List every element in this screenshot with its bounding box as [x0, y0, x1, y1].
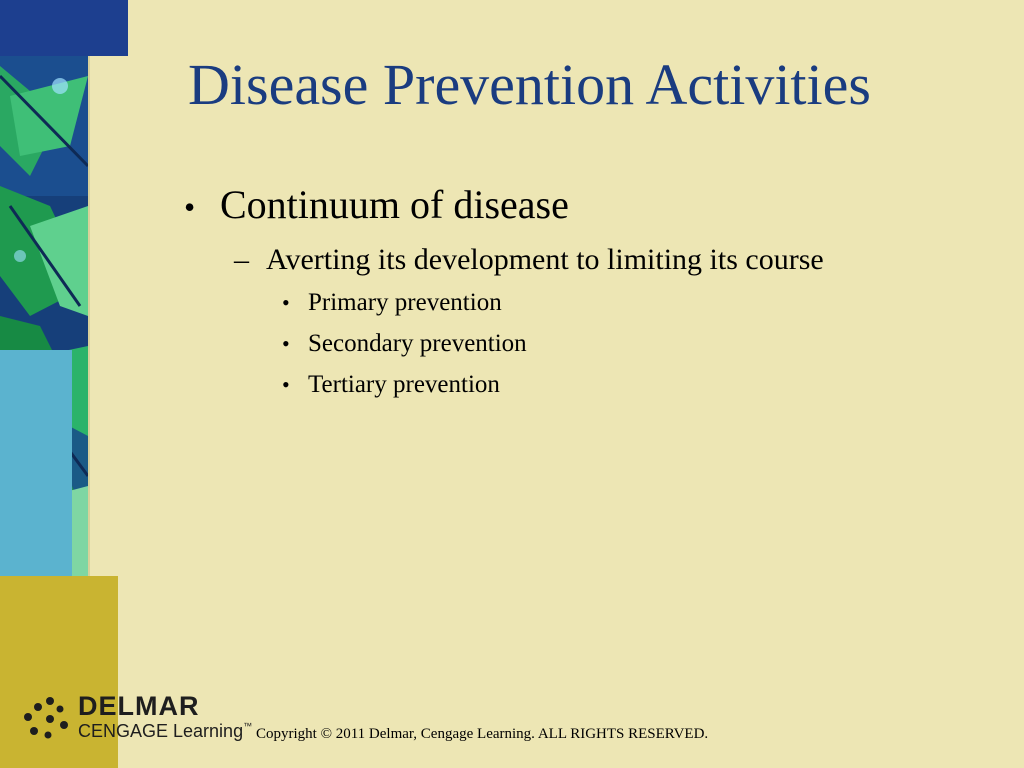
logo-dots-icon	[20, 695, 72, 741]
dash-marker: –	[234, 243, 249, 276]
slide-content	[184, 180, 984, 405]
list-item	[282, 282, 984, 323]
decor-navy-block	[0, 0, 128, 56]
list-item	[282, 323, 984, 364]
list-item-text: Primary prevention	[308, 289, 502, 316]
copyright-notice: Copyright © 2011 Delmar, Cengage Learning. ALL RIGHTS RESERVED.	[256, 726, 709, 742]
bullet-level1	[184, 180, 984, 232]
logo-trademark: ™	[243, 721, 253, 731]
bullet-marker: •	[282, 331, 290, 356]
logo-text-cengage	[78, 721, 252, 742]
decor-strip-edge	[88, 56, 90, 576]
bullet-level2-text: Averting its development to limiting its course	[266, 243, 824, 276]
bullet-level2	[234, 240, 984, 280]
bullet-marker: •	[184, 189, 196, 225]
bullet-marker: •	[282, 290, 290, 315]
logo-text-cengage-label: CENGAGE Learning	[78, 721, 244, 741]
bullet-level3-list	[282, 282, 984, 405]
list-item	[282, 364, 984, 405]
list-item-text: Tertiary prevention	[308, 371, 500, 398]
slide-title: Disease Prevention Activities	[188, 52, 871, 117]
bullet-marker: •	[282, 372, 290, 397]
list-item-text: Secondary prevention	[308, 330, 527, 357]
logo-text-delmar: DELMAR	[78, 691, 200, 721]
bullet-level1-text: Continuum of disease	[220, 182, 569, 227]
decor-cyan-block	[0, 350, 72, 576]
delmar-cengage-logo	[20, 693, 252, 745]
